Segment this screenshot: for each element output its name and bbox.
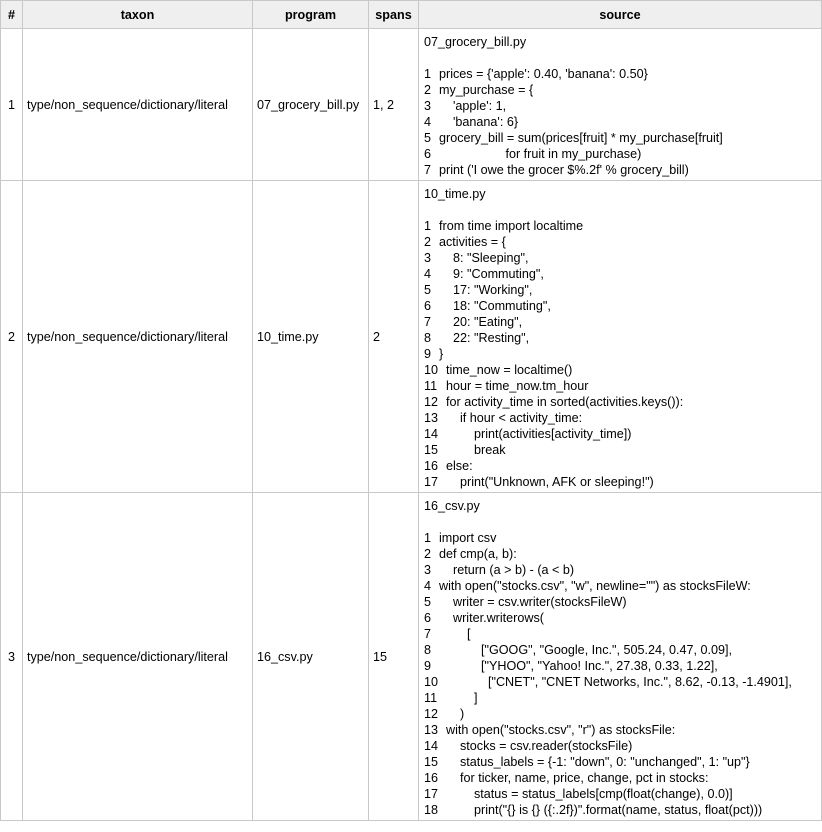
line-number: 4 — [424, 579, 432, 593]
code-line — [424, 722, 817, 738]
line-code: for ticker, name, price, change, pct in stocks: — [446, 771, 709, 785]
code-line — [424, 234, 817, 250]
code-line — [424, 82, 817, 98]
line-code: 9: "Commuting", — [439, 267, 544, 281]
line-number: 7 — [424, 315, 432, 329]
line-number: 7 — [424, 627, 432, 641]
line-code: with open("stocks.csv", "r") as stocksFile: — [446, 723, 676, 737]
line-number: 9 — [424, 659, 432, 673]
line-code: print(activities[activity_time]) — [446, 427, 632, 441]
header-row — [1, 1, 822, 29]
code-line — [424, 314, 817, 330]
line-code: } — [439, 347, 444, 361]
source-cell — [419, 493, 822, 821]
code-line — [424, 298, 817, 314]
code-line — [424, 330, 817, 346]
code-line — [424, 266, 817, 282]
code-line — [424, 346, 817, 362]
code-line — [424, 690, 817, 706]
line-number: 6 — [424, 611, 432, 625]
line-code: if hour < activity_time: — [446, 411, 583, 425]
code-line — [424, 130, 817, 146]
line-number: 12 — [424, 707, 439, 721]
code-line — [424, 394, 817, 410]
line-number: 3 — [424, 251, 432, 265]
line-number: 17 — [424, 475, 439, 489]
line-code: break — [446, 443, 506, 457]
line-code: activities = { — [439, 235, 506, 249]
code-line — [424, 578, 817, 594]
code-line — [424, 362, 817, 378]
line-code: hour = time_now.tm_hour — [446, 379, 589, 393]
line-number: 9 — [424, 347, 432, 361]
code-line — [424, 802, 817, 818]
line-code: print("Unknown, AFK or sleeping!") — [446, 475, 654, 489]
program-cell: 16_csv.py — [253, 493, 369, 821]
line-number: 15 — [424, 755, 439, 769]
source-filename: 07_grocery_bill.py — [424, 35, 527, 49]
program-cell: 10_time.py — [253, 181, 369, 493]
header-source: source — [419, 1, 822, 29]
code-line — [424, 250, 817, 266]
program-cell: 07_grocery_bill.py — [253, 29, 369, 181]
code-line — [424, 426, 817, 442]
line-code: print("{} is {} ({:.2f})".format(name, status, float(pct))) — [446, 803, 763, 817]
line-number: 1 — [424, 67, 432, 81]
header-program: program — [253, 1, 369, 29]
code-line — [424, 754, 817, 770]
line-code: for activity_time in sorted(activities.keys()): — [446, 395, 684, 409]
line-code: ["GOOG", "Google, Inc.", 505.24, 0.47, 0.09], — [439, 643, 732, 657]
code-line — [424, 530, 817, 546]
line-number: 2 — [424, 83, 432, 97]
line-number: 4 — [424, 115, 432, 129]
source-cell — [419, 29, 822, 181]
line-code: status_labels = {-1: "down", 0: "unchanged", 1: "up"} — [446, 755, 750, 769]
line-code: writer.writerows( — [439, 611, 544, 625]
line-code: prices = {'apple': 0.40, 'banana': 0.50} — [439, 67, 648, 81]
line-number: 14 — [424, 739, 439, 753]
code-line — [424, 786, 817, 802]
line-number: 6 — [424, 299, 432, 313]
line-number: 7 — [424, 163, 432, 177]
line-number: 5 — [424, 595, 432, 609]
line-code: time_now = localtime() — [446, 363, 573, 377]
line-code: 20: "Eating", — [439, 315, 523, 329]
code-line — [424, 442, 817, 458]
line-code: 17: "Working", — [439, 283, 533, 297]
line-number: 3 — [424, 99, 432, 113]
line-number: 10 — [424, 675, 439, 689]
line-code: ["CNET", "CNET Networks, Inc.", 8.62, -0.13, -1.4901], — [446, 675, 792, 689]
line-number: 3 — [424, 563, 432, 577]
code-line — [424, 562, 817, 578]
code-line — [424, 546, 817, 562]
code-line — [424, 66, 817, 82]
line-code: stocks = csv.reader(stocksFile) — [446, 739, 633, 753]
line-code: writer = csv.writer(stocksFileW) — [439, 595, 627, 609]
line-number: 11 — [424, 379, 438, 393]
line-code: with open("stocks.csv", "w", newline="") as stocksFileW: — [439, 579, 751, 593]
code-line — [424, 114, 817, 130]
table-row — [1, 493, 822, 821]
line-code: 'apple': 1, — [439, 99, 507, 113]
line-number: 18 — [424, 803, 439, 817]
code-line — [424, 474, 817, 490]
line-number: 8 — [424, 643, 432, 657]
code-line — [424, 98, 817, 114]
line-code: [ — [439, 627, 471, 641]
line-code: ] — [446, 691, 478, 705]
code-line — [424, 706, 817, 722]
table-row — [1, 29, 822, 181]
line-code: 18: "Commuting", — [439, 299, 551, 313]
code-line — [424, 162, 817, 178]
line-code: print ('I owe the grocer $%.2f' % grocery_bill) — [439, 163, 689, 177]
line-number: 5 — [424, 283, 432, 297]
row-number-cell: 3 — [1, 493, 23, 821]
code-line — [424, 146, 817, 162]
line-code: else: — [446, 459, 473, 473]
line-number: 11 — [424, 691, 438, 705]
line-code: 22: "Resting", — [439, 331, 530, 345]
taxon-cell: type/non_sequence/dictionary/literal — [23, 181, 253, 493]
line-number: 4 — [424, 267, 432, 281]
line-code: my_purchase = { — [439, 83, 534, 97]
header-num: # — [1, 1, 23, 29]
source-cell — [419, 181, 822, 493]
line-code: def cmp(a, b): — [439, 547, 517, 561]
line-code: ["YHOO", "Yahoo! Inc.", 27.38, 0.33, 1.22], — [439, 659, 718, 673]
line-number: 16 — [424, 771, 439, 785]
code-line — [424, 626, 817, 642]
code-line — [424, 410, 817, 426]
line-code: import csv — [439, 531, 497, 545]
line-number: 8 — [424, 331, 432, 345]
line-code: status = status_labels[cmp(float(change), 0.0)] — [446, 787, 733, 801]
source-filename: 16_csv.py — [424, 499, 480, 513]
line-code: ) — [446, 707, 465, 721]
line-number: 15 — [424, 443, 439, 457]
line-number: 1 — [424, 531, 432, 545]
table-row — [1, 181, 822, 493]
line-number: 16 — [424, 459, 439, 473]
spans-cell: 2 — [369, 181, 419, 493]
code-line — [424, 458, 817, 474]
line-number: 13 — [424, 723, 439, 737]
taxon-cell: type/non_sequence/dictionary/literal — [23, 29, 253, 181]
line-number: 1 — [424, 219, 432, 233]
line-number: 6 — [424, 147, 432, 161]
line-number: 14 — [424, 427, 439, 441]
code-line — [424, 282, 817, 298]
taxon-cell: type/non_sequence/dictionary/literal — [23, 493, 253, 821]
row-number-cell: 2 — [1, 181, 23, 493]
line-code: from time import localtime — [439, 219, 584, 233]
code-line — [424, 674, 817, 690]
line-code: for fruit in my_purchase) — [439, 147, 642, 161]
header-spans: spans — [369, 1, 419, 29]
code-line — [424, 610, 817, 626]
line-number: 12 — [424, 395, 439, 409]
line-code: return (a > b) - (a < b) — [439, 563, 575, 577]
code-line — [424, 770, 817, 786]
spans-cell: 1, 2 — [369, 29, 419, 181]
line-code: 8: "Sleeping", — [439, 251, 529, 265]
code-line — [424, 378, 817, 394]
line-number: 2 — [424, 547, 432, 561]
line-number: 5 — [424, 131, 432, 145]
line-number: 17 — [424, 787, 439, 801]
code-line — [424, 658, 817, 674]
line-number: 13 — [424, 411, 439, 425]
row-number-cell: 1 — [1, 29, 23, 181]
line-code: 'banana': 6} — [439, 115, 519, 129]
code-line — [424, 218, 817, 234]
code-line — [424, 594, 817, 610]
code-line — [424, 642, 817, 658]
source-filename: 10_time.py — [424, 187, 486, 201]
line-number: 10 — [424, 363, 439, 377]
code-line — [424, 738, 817, 754]
line-code: grocery_bill = sum(prices[fruit] * my_purchase[fruit] — [439, 131, 723, 145]
line-number: 2 — [424, 235, 432, 249]
spans-cell: 15 — [369, 493, 419, 821]
header-taxon: taxon — [23, 1, 253, 29]
